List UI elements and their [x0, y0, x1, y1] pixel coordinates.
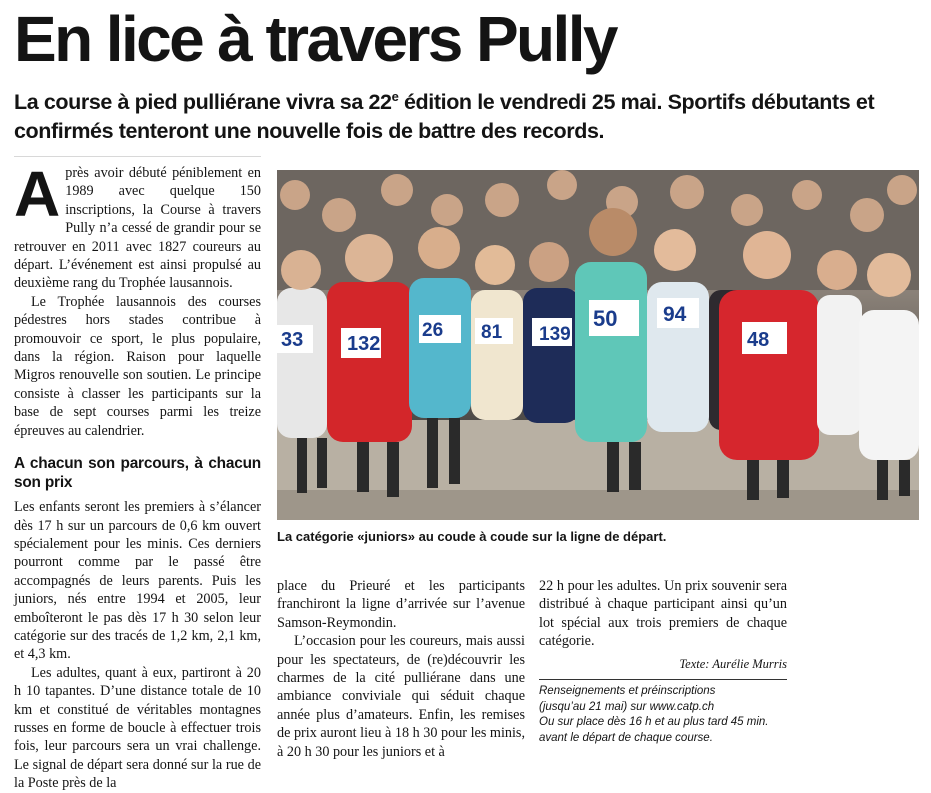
column-rule	[14, 156, 261, 157]
info-line: Ou sur place dès 16 h et au plus tard 45 min.	[539, 716, 769, 728]
article-column-3	[539, 577, 787, 673]
standfirst-text: La course à pied pulliérane vivra sa 22	[14, 90, 392, 114]
paragraph: 22 h pour les adultes. Un prix souvenir sera distribué à chaque participant ainsi qu’un lot spécial aux trois premiers de chaque catégorie.	[539, 578, 787, 650]
standfirst-superscript: e	[391, 89, 399, 104]
photo-caption: La catégorie «juniors» au coude à coude sur la ligne de départ.	[277, 529, 667, 544]
paragraph: Les enfants seront les premiers à s’élancer dès 17 h sur un parcours de 0,6 km ouvert spécialement pour les minis. Ces derniers pourront comme par le passé être accompagnés de leurs parents. Puis les juniors, nés entre 1994 et 2005, leur emboîteront le pas dès 17 h 30 selon leur catégorie sur des tracés de 1,2 km, 2,1 km, et 4,3 km.	[14, 499, 261, 663]
paragraph-intro-text: près avoir débuté péniblement en 1989 avec quelque 150 inscriptions, la Course à travers Pully n’a cessé de grandir pour se retrouver en 2011 avec 1827 coureurs au départ. L’événement est ainsi propulsé au deuxième rang du Trophée lausannois.	[14, 165, 261, 292]
drop-cap: A	[14, 158, 61, 230]
bib-number: 50	[593, 306, 618, 331]
paragraph: L’occasion pour les coureurs, mais aussi pour les spectateurs, de (re)découvrir les charmes de la cité pulliérane dans une ambiance conviviale qui séduit chaque année plus d’amateurs. Enfin, les remises de prix auront lieu à 18 h 30 pour les minis, à 20 h 30 pour les juniors et à	[277, 633, 525, 760]
bib-number: 48	[747, 329, 770, 351]
paragraph: Les adultes, quant à eux, partiront à 20 h 10 tapantes. D’une distance totale de 10 km et constitué de véritables montagnes russes en forme de boucle à effectuer trois fois, leur parcours sera un vrai challenge. Le signal de départ sera donné sur la rue de la Poste près de la	[14, 664, 261, 792]
info-line: (jusqu’au 21 mai) sur www.catp.ch	[539, 700, 715, 713]
bib-number: 132	[347, 333, 381, 355]
bib-number: 139	[539, 324, 571, 345]
paragraph-intro	[14, 158, 261, 293]
bib-number: 26	[422, 320, 444, 341]
paragraph: place du Prieuré et les participants franchiront la ligne d’arrivée sur l’avenue Samson-Reymondin.	[277, 578, 525, 631]
race-photo	[277, 170, 919, 520]
article-column-1	[14, 158, 261, 793]
bib-number: 94	[663, 303, 687, 326]
bib-number: 81	[481, 322, 503, 343]
children-start-line-photo	[277, 170, 919, 520]
paragraph: Le Trophée lausannois des courses pédestres hors stades contribue à promouvoir ce sport, le plus populaire, dans la région. Raison pour laquelle Migros renouvelle son soutien. Le principe consiste à classer les participants sur la base de sept courses parmi les treize épreuves au calendrier.	[14, 293, 261, 439]
subheading: A chacun son parcours, à chacun son prix	[14, 455, 261, 492]
info-line: avant le départ de chaque course.	[539, 731, 713, 744]
info-box	[539, 679, 787, 746]
article-column-2	[277, 577, 525, 761]
headline: En lice à travers Pully	[14, 3, 616, 75]
info-line: Renseignements et préinscriptions	[539, 685, 716, 697]
standfirst	[14, 88, 924, 146]
bib-number: 33	[281, 329, 304, 351]
byline: Texte: Aurélie Murris	[679, 656, 787, 671]
standfirst-text-continued: édition le vendredi 25 mai. Sportifs débutants et confirmés tenteront une nouvelle fois de battre des records.	[14, 90, 875, 143]
